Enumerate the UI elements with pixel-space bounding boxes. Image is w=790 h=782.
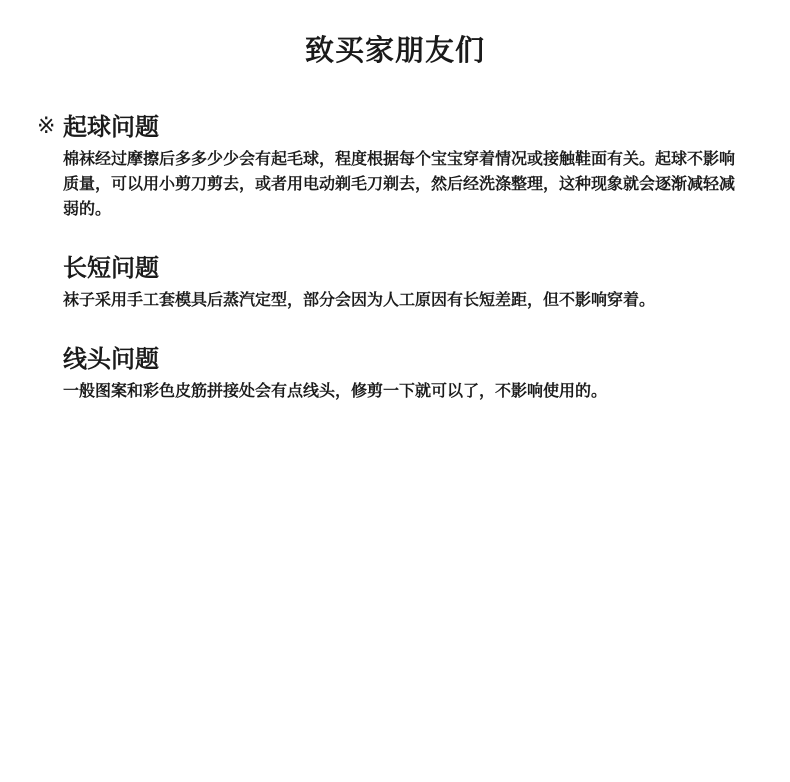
section-heading [0,251,790,285]
section-length [0,251,790,312]
section-heading [0,342,790,376]
section-heading-text: 线头问题 [63,345,159,373]
section-body: 一般图案和彩色皮筋拼接处会有点线头，修剪一下就可以了，不影响使用的。 [63,381,608,400]
page-title: 致买家朋友们 [304,33,485,67]
section-body: 袜子采用手工套模具后蒸汽定型，部分会因为人工原因有长短差距，但不影响穿着。 [63,290,656,309]
section-loose-threads [0,342,790,403]
reference-mark-icon: ※ [37,114,56,139]
section-pilling [0,110,790,221]
section-heading-text: 起球问题 [63,113,159,141]
section-heading [0,110,790,144]
section-body: 棉袜经过摩擦后多多少少会有起毛球，程度根据每个宝宝穿着情况或接触鞋面有关。起球不影响质量，可以用小剪刀剪去，或者用电动剃毛刀剃去，然后经洗涤整理，这种现象就会逐渐减轻减弱的。 [63,149,736,218]
section-heading-text: 长短问题 [63,254,159,282]
